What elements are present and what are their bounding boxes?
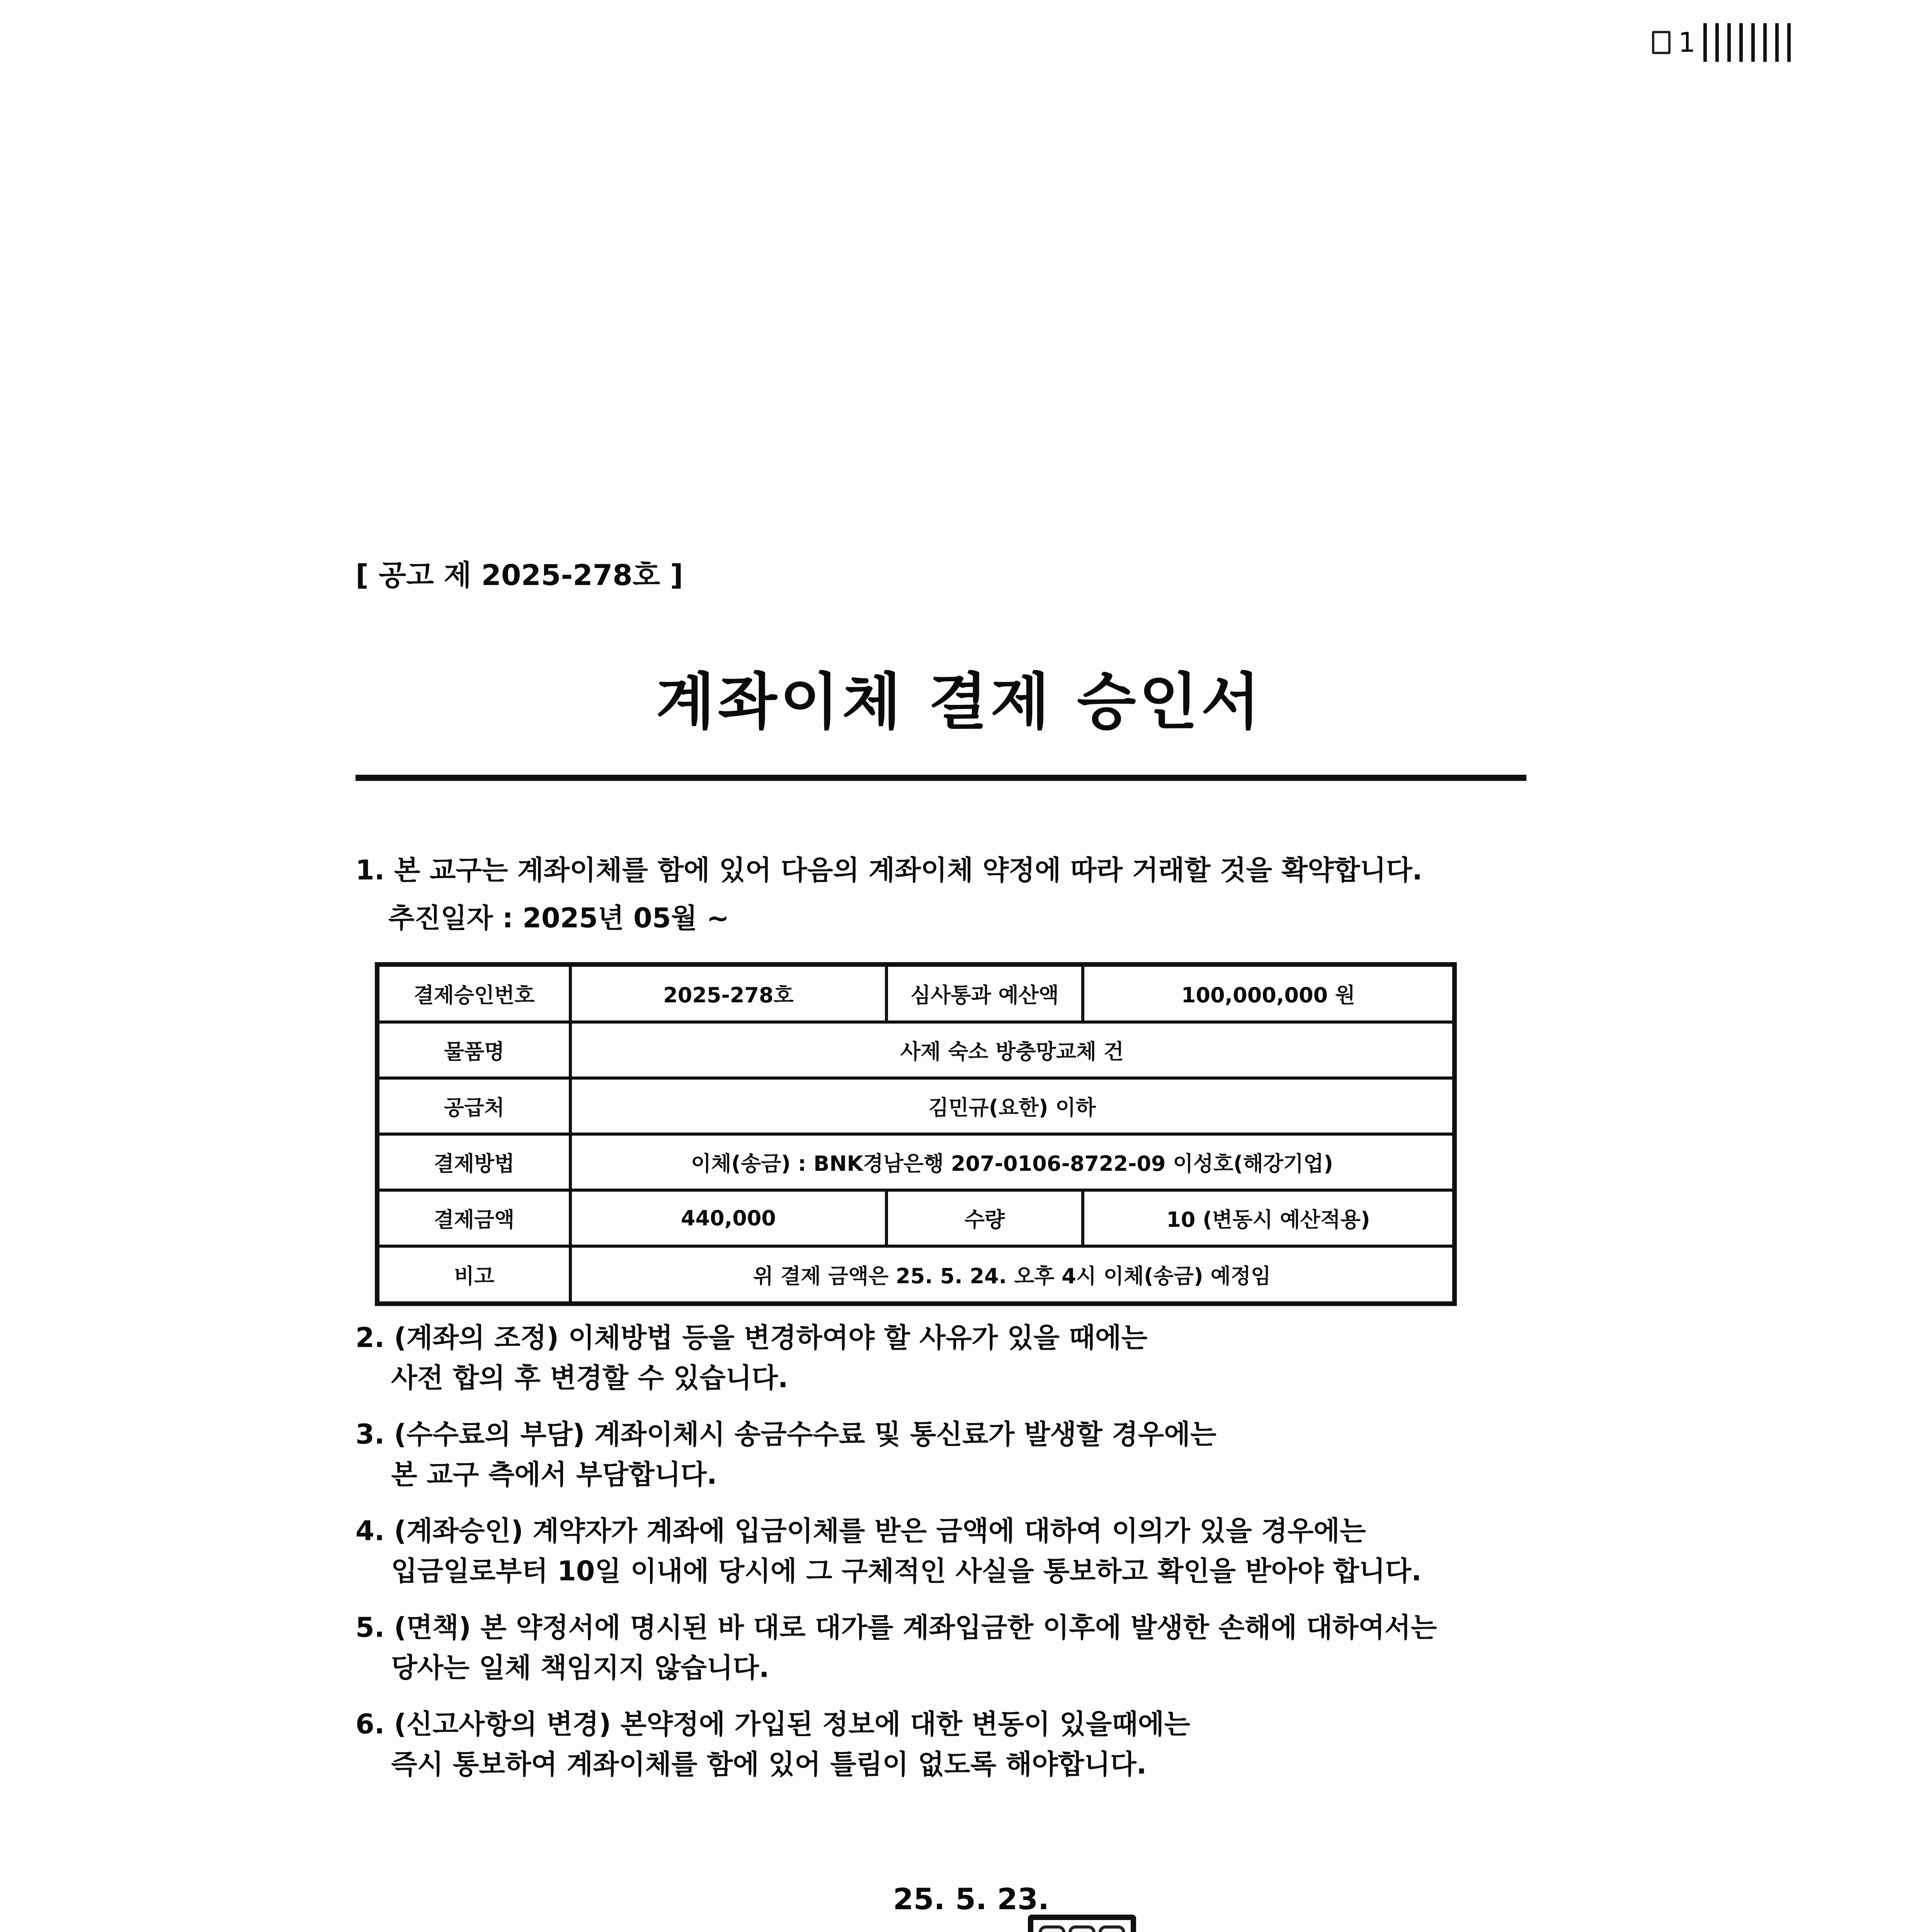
payment-method-label: 결제방법 (377, 1134, 570, 1190)
item-name-value: 사제 숙소 방충망교체 건 (570, 1022, 1455, 1078)
table-row (377, 1190, 1455, 1246)
note-value: 위 결제 금액은 25. 5. 24. 오후 4시 이체(송금) 예정임 (570, 1246, 1455, 1304)
official-seal-icon (1028, 1915, 1136, 1932)
table-row (377, 1078, 1455, 1134)
clause-4: 4. (계좌승인) 계약자가 계좌에 입금이체를 받은 금액에 대하여 이의가 있을 경우에는 입금일로부터 10일 이내에 당시에 그 구체적인 사실을 통보하고 확인을 받아야 합니다. (356, 1515, 1422, 1587)
payment-method-value: 이체(송금) : BNK경남은행 207-0106-8722-09 이성호(해강기업) (570, 1134, 1455, 1190)
budget-label: 심사통과 예산액 (886, 964, 1083, 1022)
table-row (377, 1022, 1455, 1078)
note-label: 비고 (377, 1246, 570, 1304)
scan-page-mark (1652, 23, 1791, 62)
clause-5: 5. (면책) 본 약정서에 명시된 바 대로 대가를 계좌입금한 이후에 발생한 손해에 대하여서는 당사는 일체 책임지지 않습니다. (356, 1612, 1437, 1684)
approval-table (375, 962, 1457, 1306)
table-row (377, 1134, 1455, 1190)
clause-3: 3. (수수료의 부담) 계좌이체시 송금수수료 및 통신료가 발생할 경우에는 본 교구 측에서 부담합니다. (356, 1418, 1216, 1490)
notice-number: [ 공고 제 2025-278호 ] (356, 559, 683, 592)
amount-value: 440,000 (570, 1190, 886, 1246)
scan-page-number: 1 (1678, 27, 1696, 58)
clause-2: 2. (계좌의 조정) 이체방법 등을 변경하여야 할 사유가 있을 때에는 사전 합의 후 변경할 수 있습니다. (356, 1322, 1148, 1394)
barcode-icon (1703, 23, 1791, 62)
table-row (377, 964, 1455, 1022)
item-name-label: 물품명 (377, 1022, 570, 1078)
supplier-label: 공급처 (377, 1078, 570, 1134)
execution-date: 추진일자 : 2025년 05월 ~ (388, 902, 730, 934)
clause-1: 1. 본 교구는 계좌이체를 함에 있어 다음의 계좌이체 약정에 따라 거래할 것을 확약합니다. (356, 854, 1423, 886)
supplier-value: 김민규(요한) 이하 (570, 1078, 1455, 1134)
table-row (377, 1246, 1455, 1304)
amount-label: 결제금액 (377, 1190, 570, 1246)
quantity-value: 10 (변동시 예산적용) (1083, 1190, 1455, 1246)
approval-no-label: 결제승인번호 (377, 964, 570, 1022)
title-divider (356, 775, 1526, 781)
clause-6: 6. (신고사항의 변경) 본약정에 가입된 정보에 대한 변동이 있을때에는 즉시 통보하여 계좌이체를 함에 있어 틀림이 없도록 해야합니다. (356, 1708, 1190, 1780)
quantity-label: 수량 (886, 1190, 1083, 1246)
approval-no-value: 2025-278호 (570, 964, 886, 1022)
document-icon (1652, 31, 1671, 54)
budget-value: 100,000,000 원 (1083, 964, 1455, 1022)
document-title: 계좌이체 결제 승인서 (656, 667, 1263, 738)
signature-date: 25. 5. 23. (893, 1882, 1049, 1916)
